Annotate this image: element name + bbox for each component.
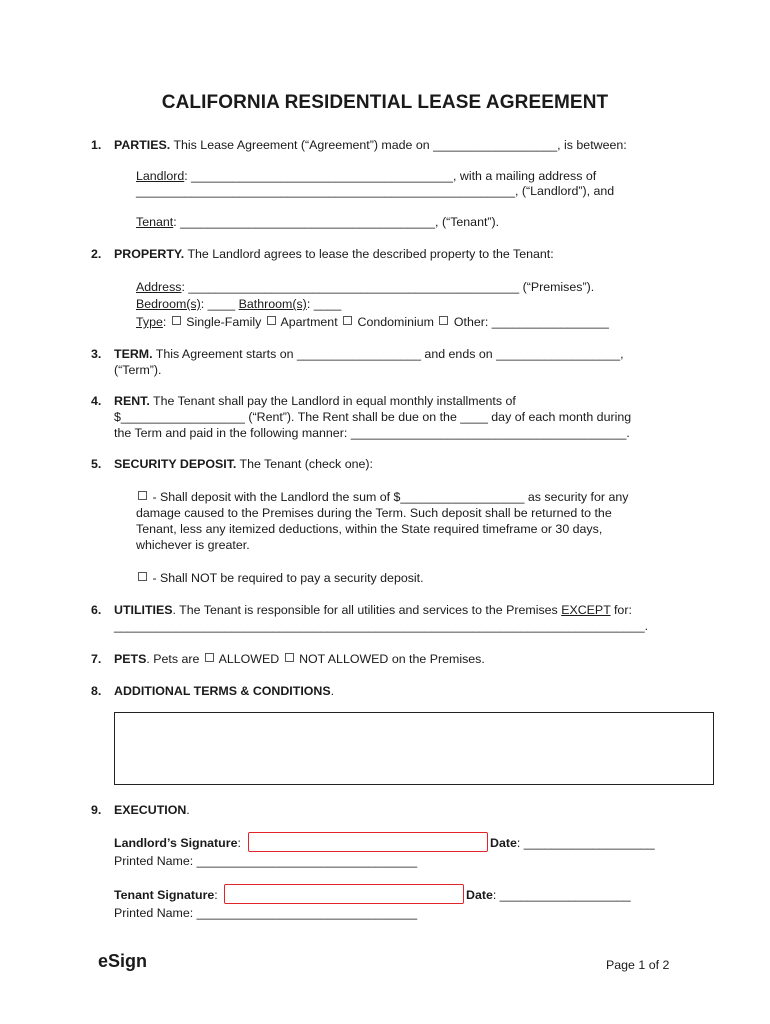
deposit-option-1-line-4: whichever is greater.: [136, 538, 250, 552]
section-3-term: [114, 346, 624, 362]
bathroom-label: Bathroom(s): [238, 297, 307, 311]
section-6-utilities: [114, 602, 632, 618]
section-1-parties: [114, 137, 627, 153]
section-4-heading: RENT.: [114, 394, 150, 408]
section-3-number: 3.: [91, 347, 102, 361]
apartment-label: Apartment: [277, 315, 342, 329]
deposit-option-2-text: - Shall NOT be required to pay a security deposit.: [149, 571, 424, 585]
landlord-line: [136, 168, 596, 184]
section-8-heading: ADDITIONAL TERMS & CONDITIONS: [114, 684, 331, 698]
tenant-signature-field[interactable]: [224, 884, 464, 904]
address-line: [136, 279, 594, 295]
section-2-number: 2.: [91, 247, 102, 261]
section-9-dot: .: [186, 803, 190, 817]
rooms-line: [136, 296, 341, 312]
section-6-number: 6.: [91, 603, 102, 617]
section-3-line-2: (“Term”).: [114, 363, 162, 377]
property-type-line: [136, 314, 609, 330]
section-4-line-2: $__________________ (“Rent”). The Rent shall be due on the ____ day of each month during: [114, 410, 632, 424]
address-label: Address: [136, 280, 182, 294]
landlord-name-blank: : ______________________________________, with a mailing address of: [184, 169, 597, 183]
no-deposit-checkbox[interactable]: [138, 572, 147, 581]
landlord-address-line: _______________________________________________________, (“Landlord”), and: [136, 184, 615, 198]
page-number: Page 1 of 2: [606, 958, 670, 972]
section-3-heading: TERM.: [114, 347, 153, 361]
tenant-label: Tenant: [136, 215, 174, 229]
section-8-dot: .: [330, 684, 335, 698]
landlord-signature-label: Landlord’s Signature: [114, 836, 238, 850]
landlord-signature-colon: :: [237, 836, 241, 850]
deposit-option-1-line-1: [136, 489, 628, 505]
landlord-label: Landlord: [136, 169, 185, 183]
section-2-text: The Landlord agrees to lease the described property to the Tenant:: [184, 247, 554, 261]
other-type-checkbox[interactable]: [439, 316, 448, 325]
section-6-text: . The Tenant is responsible for all utilities and services to the Premises: [172, 603, 562, 617]
document-title: CALIFORNIA RESIDENTIAL LEASE AGREEMENT: [161, 92, 609, 113]
section-4-text: The Tenant shall pay the Landlord in equal monthly installments of: [149, 394, 516, 408]
additional-terms-textbox[interactable]: [114, 712, 714, 785]
section-9-heading: EXECUTION: [114, 803, 187, 817]
pets-not-allowed-label: NOT ALLOWED on the Premises.: [295, 652, 485, 666]
section-1-text: This Lease Agreement (“Agreement”) made on __________________, is between:: [170, 138, 627, 152]
bedroom-blank: : ____: [200, 297, 239, 311]
section-5-heading: SECURITY DEPOSIT.: [114, 457, 237, 471]
deposit-option-1-line-3: Tenant, less any itemized deductions, within the State required timeframe or 30 days,: [136, 522, 603, 536]
except-label: EXCEPT: [561, 603, 611, 617]
section-1-number: 1.: [91, 138, 102, 152]
section-7-pets: [114, 651, 485, 667]
section-4-number: 4.: [91, 394, 102, 408]
tenant-date-label: Date: [466, 888, 493, 902]
esign-logo: eSign: [98, 951, 148, 971]
tenant-signature-colon: :: [214, 888, 218, 902]
landlord-date-blank: : ___________________: [516, 836, 655, 850]
section-7-heading: PETS: [114, 652, 147, 666]
section-5-text: The Tenant (check one):: [236, 457, 373, 471]
tenant-line: [136, 214, 499, 230]
tenant-date-line: [466, 887, 631, 903]
bedroom-label: Bedroom(s): [136, 297, 201, 311]
type-colon: :: [162, 315, 167, 329]
section-6-after: for:: [610, 603, 632, 617]
section-8-number: 8.: [91, 684, 102, 698]
other-type-label: Other: _________________: [450, 315, 609, 329]
section-5-security-deposit: [114, 456, 373, 472]
deposit-option-2-line: [136, 570, 424, 586]
section-3-text: This Agreement starts on __________________ and ends on __________________,: [152, 347, 624, 361]
section-2-property: [114, 246, 554, 262]
type-label: Type: [136, 315, 163, 329]
section-9-execution: [114, 802, 190, 818]
condominium-label: Condominium: [354, 315, 438, 329]
section-4-rent: [114, 393, 516, 409]
utilities-blank-line: _____________________________________________________________________________.: [114, 619, 649, 633]
section-2-heading: PROPERTY.: [114, 247, 185, 261]
landlord-printed-name: Printed Name: ________________________________: [114, 854, 418, 868]
tenant-signature-label-line: [114, 887, 218, 903]
landlord-date-line: [490, 835, 655, 851]
section-7-number: 7.: [91, 652, 102, 666]
landlord-signature-label-line: [114, 835, 241, 851]
section-7-text: . Pets are: [146, 652, 203, 666]
section-1-heading: PARTIES.: [114, 138, 171, 152]
section-6-heading: UTILITIES: [114, 603, 173, 617]
landlord-date-label: Date: [490, 836, 517, 850]
section-4-line-3: the Term and paid in the following manner: ________________________________________.: [114, 426, 630, 440]
tenant-signature-label: Tenant Signature: [114, 888, 215, 902]
condominium-checkbox[interactable]: [343, 316, 352, 325]
deposit-option-1-line-2: damage caused to the Premises during the Term. Such deposit shall be returned to the: [136, 506, 612, 520]
section-8-additional-terms: [114, 683, 334, 699]
single-family-checkbox[interactable]: [172, 316, 181, 325]
tenant-date-blank: : ___________________: [492, 888, 631, 902]
section-5-number: 5.: [91, 457, 102, 471]
tenant-name-blank: : _____________________________________, (“Tenant”).: [173, 215, 500, 229]
pets-allowed-checkbox[interactable]: [205, 653, 214, 662]
address-blank: : ________________________________________________ (“Premises”).: [181, 280, 595, 294]
deposit-required-checkbox[interactable]: [138, 491, 147, 500]
deposit-option-1-text: - Shall deposit with the Landlord the sum of $__________________ as security for any: [149, 490, 629, 504]
pets-not-allowed-checkbox[interactable]: [285, 653, 294, 662]
apartment-checkbox[interactable]: [267, 316, 276, 325]
section-9-number: 9.: [91, 803, 102, 817]
tenant-printed-name: Printed Name: ________________________________: [114, 906, 418, 920]
single-family-label: Single-Family: [182, 315, 265, 329]
pets-allowed-label: ALLOWED: [215, 652, 283, 666]
landlord-signature-field[interactable]: [248, 832, 488, 852]
bathroom-blank: : ____: [306, 297, 342, 311]
